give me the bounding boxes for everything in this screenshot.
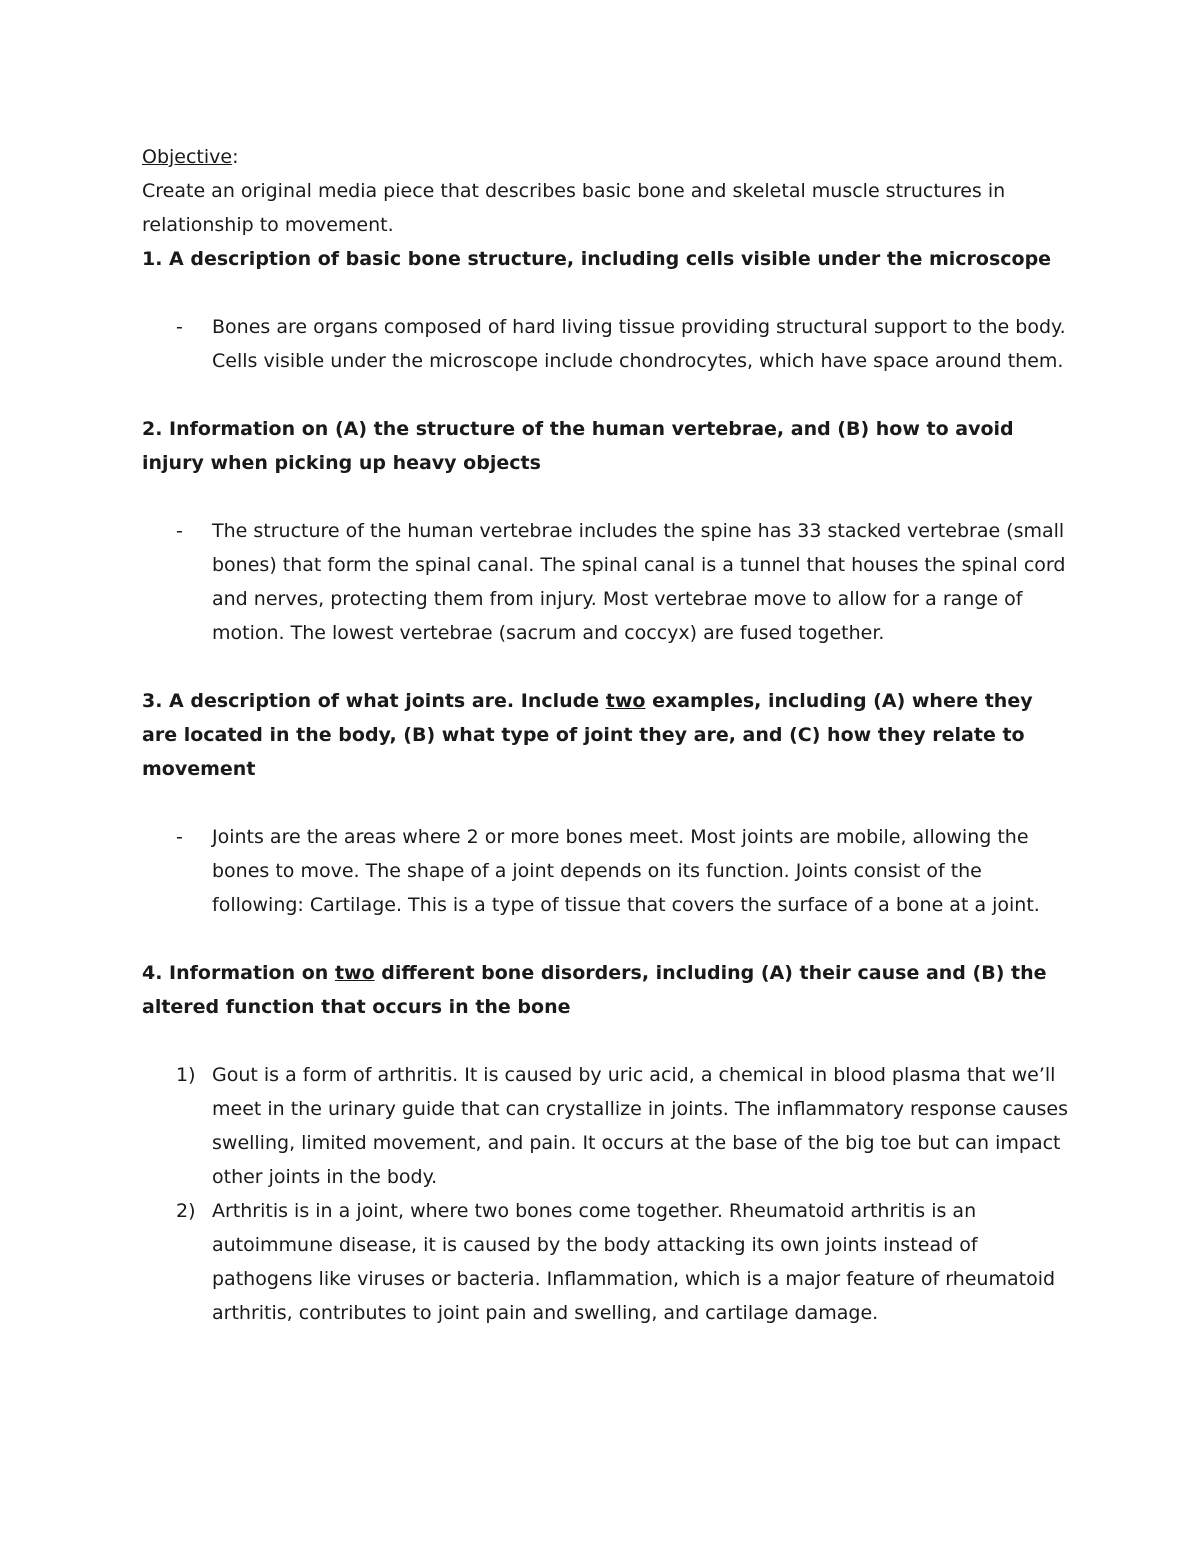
list-item <box>142 1058 1072 1194</box>
spacer <box>142 480 1072 514</box>
spacer <box>142 650 1072 684</box>
objective-label: Objective <box>142 146 233 168</box>
list-item <box>142 514 1072 650</box>
spacer <box>142 922 1072 956</box>
section-1-heading: 1. A description of basic bone structure, including cells visible under the microscope <box>142 248 1052 270</box>
section-4-list <box>142 1058 1072 1330</box>
section-2-list <box>142 514 1072 650</box>
section-2-heading: 2. Information on (A) the structure of the human vertebrae, and (B) how to avoid injury when picking up heavy objects <box>142 418 1014 474</box>
spacer <box>142 786 1072 820</box>
list-item <box>142 1194 1072 1330</box>
objective-label-line <box>142 140 1072 174</box>
objective-text: Create an original media piece that describes basic bone and skeletal muscle structures in relationship to movement. <box>142 180 1006 236</box>
dash-marker: - <box>176 316 183 338</box>
heading-text: 4. Information on <box>142 962 335 984</box>
list-item-text: Joints are the areas where 2 or more bones meet. Most joints are mobile, allowing the bones to move. The shape of a joint depends on its function. Joints consist of the following: Cartilage. This is a type of tissue that covers the surface of a bone at a joint. <box>212 826 1040 916</box>
section-3-heading <box>142 684 1072 786</box>
section-4-heading <box>142 956 1072 1024</box>
heading-text: different bone disorders, including (A) their cause and (B) the altered function that occurs in the bone <box>142 962 1047 1018</box>
heading-text: examples, including (A) where they are located in the body, (B) what type of joint they are, and (C) how they relate to movement <box>142 690 1033 780</box>
section-3-list <box>142 820 1072 922</box>
dash-marker: - <box>176 520 183 542</box>
list-item-text: Arthritis is in a joint, where two bones come together. Rheumatoid arthritis is an autoimmune disease, it is caused by the body attacking its own joints instead of pathogens like viruses or bacteria. Inflammation, which is a major feature of rheumatoid arthritis, contributes to joint pain and swelling, and cartilage damage. <box>212 1200 1056 1324</box>
list-item <box>142 310 1072 378</box>
objective-colon: : <box>232 146 239 168</box>
number-marker: 1) <box>176 1064 196 1086</box>
dash-marker: - <box>176 826 183 848</box>
list-item <box>142 820 1072 922</box>
spacer <box>142 276 1072 310</box>
list-item-text: Bones are organs composed of hard living tissue providing structural support to the body. Cells visible under the microscope include chondrocytes, which have space around them. <box>212 316 1066 372</box>
list-item-text: The structure of the human vertebrae includes the spine has 33 stacked vertebrae (small bones) that form the spinal canal. The spinal canal is a tunnel that houses the spinal cord and nerves, protecting them from injury. Most vertebrae move to allow for a range of motion. The lowest vertebrae (sacrum and coccyx) are fused together. <box>212 520 1066 644</box>
underlined-word: two <box>334 962 375 984</box>
spacer <box>142 378 1072 412</box>
section-1-list <box>142 310 1072 378</box>
spacer <box>142 1024 1072 1058</box>
heading-text: 3. A description of what joints are. Include <box>142 690 606 712</box>
list-item-text: Gout is a form of arthritis. It is caused by uric acid, a chemical in blood plasma that we’ll meet in the urinary guide that can crystallize in joints. The inflammatory response causes swelling, limited movement, and pain. It occurs at the base of the big toe but can impact other joints in the body. <box>212 1064 1068 1188</box>
underlined-word: two <box>605 690 646 712</box>
document-page <box>142 140 1072 1330</box>
number-marker: 2) <box>176 1200 196 1222</box>
